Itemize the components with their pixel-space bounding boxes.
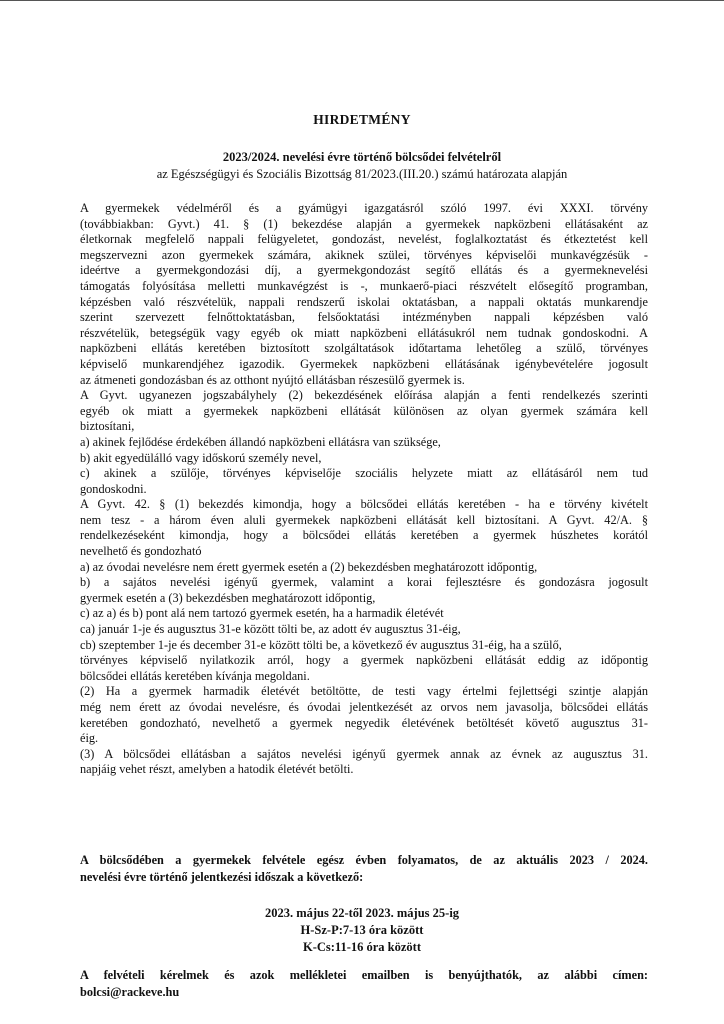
application-schedule — [0, 905, 724, 956]
body-line: ideértve a gyermekgondozási díj, a gyermekgondozást segítő ellátás és a gyermeknevelési — [80, 263, 648, 278]
body-line: A gyermekek védelméről és a gyámügyi igazgatásról szóló 1997. évi XXXI. törvény — [80, 201, 648, 215]
body-line: törvényes képviselő nyilatkozik arról, hogy a gyermek napközbeni ellátását eddig az időpontig — [80, 653, 648, 668]
body-line: cb) szeptember 1-je és december 31-e között tölti be, a következő év augusztus 31-éig, ha a szülő, — [80, 637, 562, 652]
closing-line: A felvételi kérelmek és azok mellékletei emailben is benyújthatók, az alábbi címen: — [80, 968, 648, 982]
body-line: megszervezni azon gyermekek számára, akiknek szülei, törvényes képviselői munkavégzésük - — [80, 247, 648, 262]
body-line: (2) Ha a gyermek harmadik életévét betöltötte, de testi vagy értelmi fejlettségi szintje alapján — [80, 684, 648, 699]
office-hours-tth: K-Cs:11-16 óra között — [302, 940, 422, 954]
body-line: gyermek esetén a (3) bekezdésben meghatározott időpontig, — [80, 590, 376, 605]
page-title: HIRDETMÉNY — [313, 112, 411, 127]
contact-email[interactable]: bolcsi@rackeve.hu — [80, 985, 180, 999]
body-line: A Gyvt. 42. § (1) bekezdés kimondja, hogy a bölcsődei ellátás keretében - ha e törvény kivételt — [80, 497, 648, 512]
notice-line: A bölcsődében a gyermekek felvétele egész évben folyamatos, de az aktuális 2023 / 2024. — [80, 853, 648, 867]
resolution-reference: az Egészségügyi és Szociális Bizottság 81/2023.(III.20.) számú határozata alapján — [156, 167, 568, 181]
legal-body-text — [80, 201, 648, 778]
body-line: napközbeni ellátás keretében biztosított szolgáltatások időtartama lehetőleg a szülő, törvényes — [80, 341, 648, 356]
body-line: ca) január 1-je és augusztus 31-e között tölti be, az adott év augusztus 31-éig, — [80, 622, 461, 637]
body-line: bölcsődei ellátás keretében kívánja megoldani. — [80, 668, 310, 683]
document-subtitle: 2023/2024. nevelési évre történő bölcsődei felvételről — [222, 150, 502, 164]
enrollment-notice — [80, 852, 648, 886]
body-line: életkornak megfelelő nappali felügyeletet, gondozást, nevelést, foglalkoztatást és étkeztetést kell — [80, 232, 648, 247]
body-line: nevelhető és gondozható — [80, 544, 202, 559]
body-line: rendelkezéseként kimondja, hogy a bölcsődei ellátás keretében a gyermek húszhetes korától — [80, 528, 648, 543]
body-line: képviselő munkarendjéhez igazodik. Gyermekek napközbeni ellátásának igénybevételére jogosult — [80, 356, 648, 371]
body-line: támogatás folyósítása melletti munkavégzést is -, munkaerő-piaci részvételt elősegítő programban, — [80, 278, 648, 293]
body-line: egyéb ok miatt a gyermekek napközbeni ellátását különösen az olyan gyermek számára kell — [80, 403, 648, 418]
notice-line: nevelési évre történő jelentkezési időszak a következő: — [80, 870, 364, 884]
body-line: keretében gondozható, nevelhető a gyermek negyedik életévének betöltését követő augusztus 31- — [80, 715, 648, 730]
body-line: b) a sajátos nevelési igényű gyermek, valamint a korai fejlesztésre és gondozásra jogosult — [80, 575, 648, 590]
body-line: napjáig vehet részt, amelyben a hatodik életévét betölti. — [80, 762, 354, 777]
office-hours-mwf: H-Sz-P:7-13 óra között — [300, 923, 424, 937]
body-line: b) akit egyedülálló vagy időskorú személy nevel, — [80, 450, 322, 465]
body-line: (továbbiakban: Gyvt.) 41. § (1) bekezdése alapján a gyermekek napközbeni ellátásaként az — [80, 216, 648, 231]
closing-notice — [80, 967, 648, 1001]
body-line: még nem érett az óvodai nevelésre, és óvodai jelentkezését az orvos nem javasolja, bölcsődei ellátás — [80, 700, 648, 714]
application-dates: 2023. május 22-től 2023. május 25-ig — [264, 906, 460, 920]
body-line: a) akinek fejlődése érdekében állandó napközbeni ellátásra van szüksége, — [80, 434, 441, 449]
body-line: nem tesz - a három éven aluli gyermekek napközbeni ellátását kell biztosítani. A Gyvt. 42/A. § — [80, 512, 648, 527]
body-line: képzésben való részvételük, nappali rendszerű iskolai oktatásban, a nappali oktatás munkarendje — [80, 294, 648, 309]
body-line: (3) A bölcsődei ellátásban a sajátos nevelési igényű gyermek annak az évnek az augusztus 31. — [80, 746, 648, 761]
body-line: gondoskodni. — [80, 481, 147, 496]
body-line: A Gyvt. ugyanezen jogszabályhely (2) bekezdésének előírása alapján a fenti rendelkezés szerinti — [80, 388, 648, 403]
body-line: az átmeneti gondozásban és az otthont nyújtó ellátásban részesülő gyermek is. — [80, 372, 465, 387]
body-line: c) akinek a szülője, törvényes képviselője szociális helyzete miatt az ellátásáról nem tud — [80, 466, 648, 481]
body-line: szerint szervezett felnőttoktatásban, felsőoktatási intézményben nappali képzésben való — [80, 310, 648, 325]
body-line: c) az a) és b) pont alá nem tartozó gyermek esetén, ha a harmadik életévét — [80, 606, 444, 621]
body-line: részvételük, betegségük vagy egyéb ok miatt napközbeni ellátásukról nem tudnak gondoskodni. A — [80, 325, 648, 340]
body-line: éig. — [80, 731, 99, 746]
body-line: biztosítani, — [80, 419, 135, 434]
body-line: a) az óvodai nevelésre nem érett gyermek esetén a (2) bekezdésben meghatározott időpontig, — [80, 559, 538, 574]
